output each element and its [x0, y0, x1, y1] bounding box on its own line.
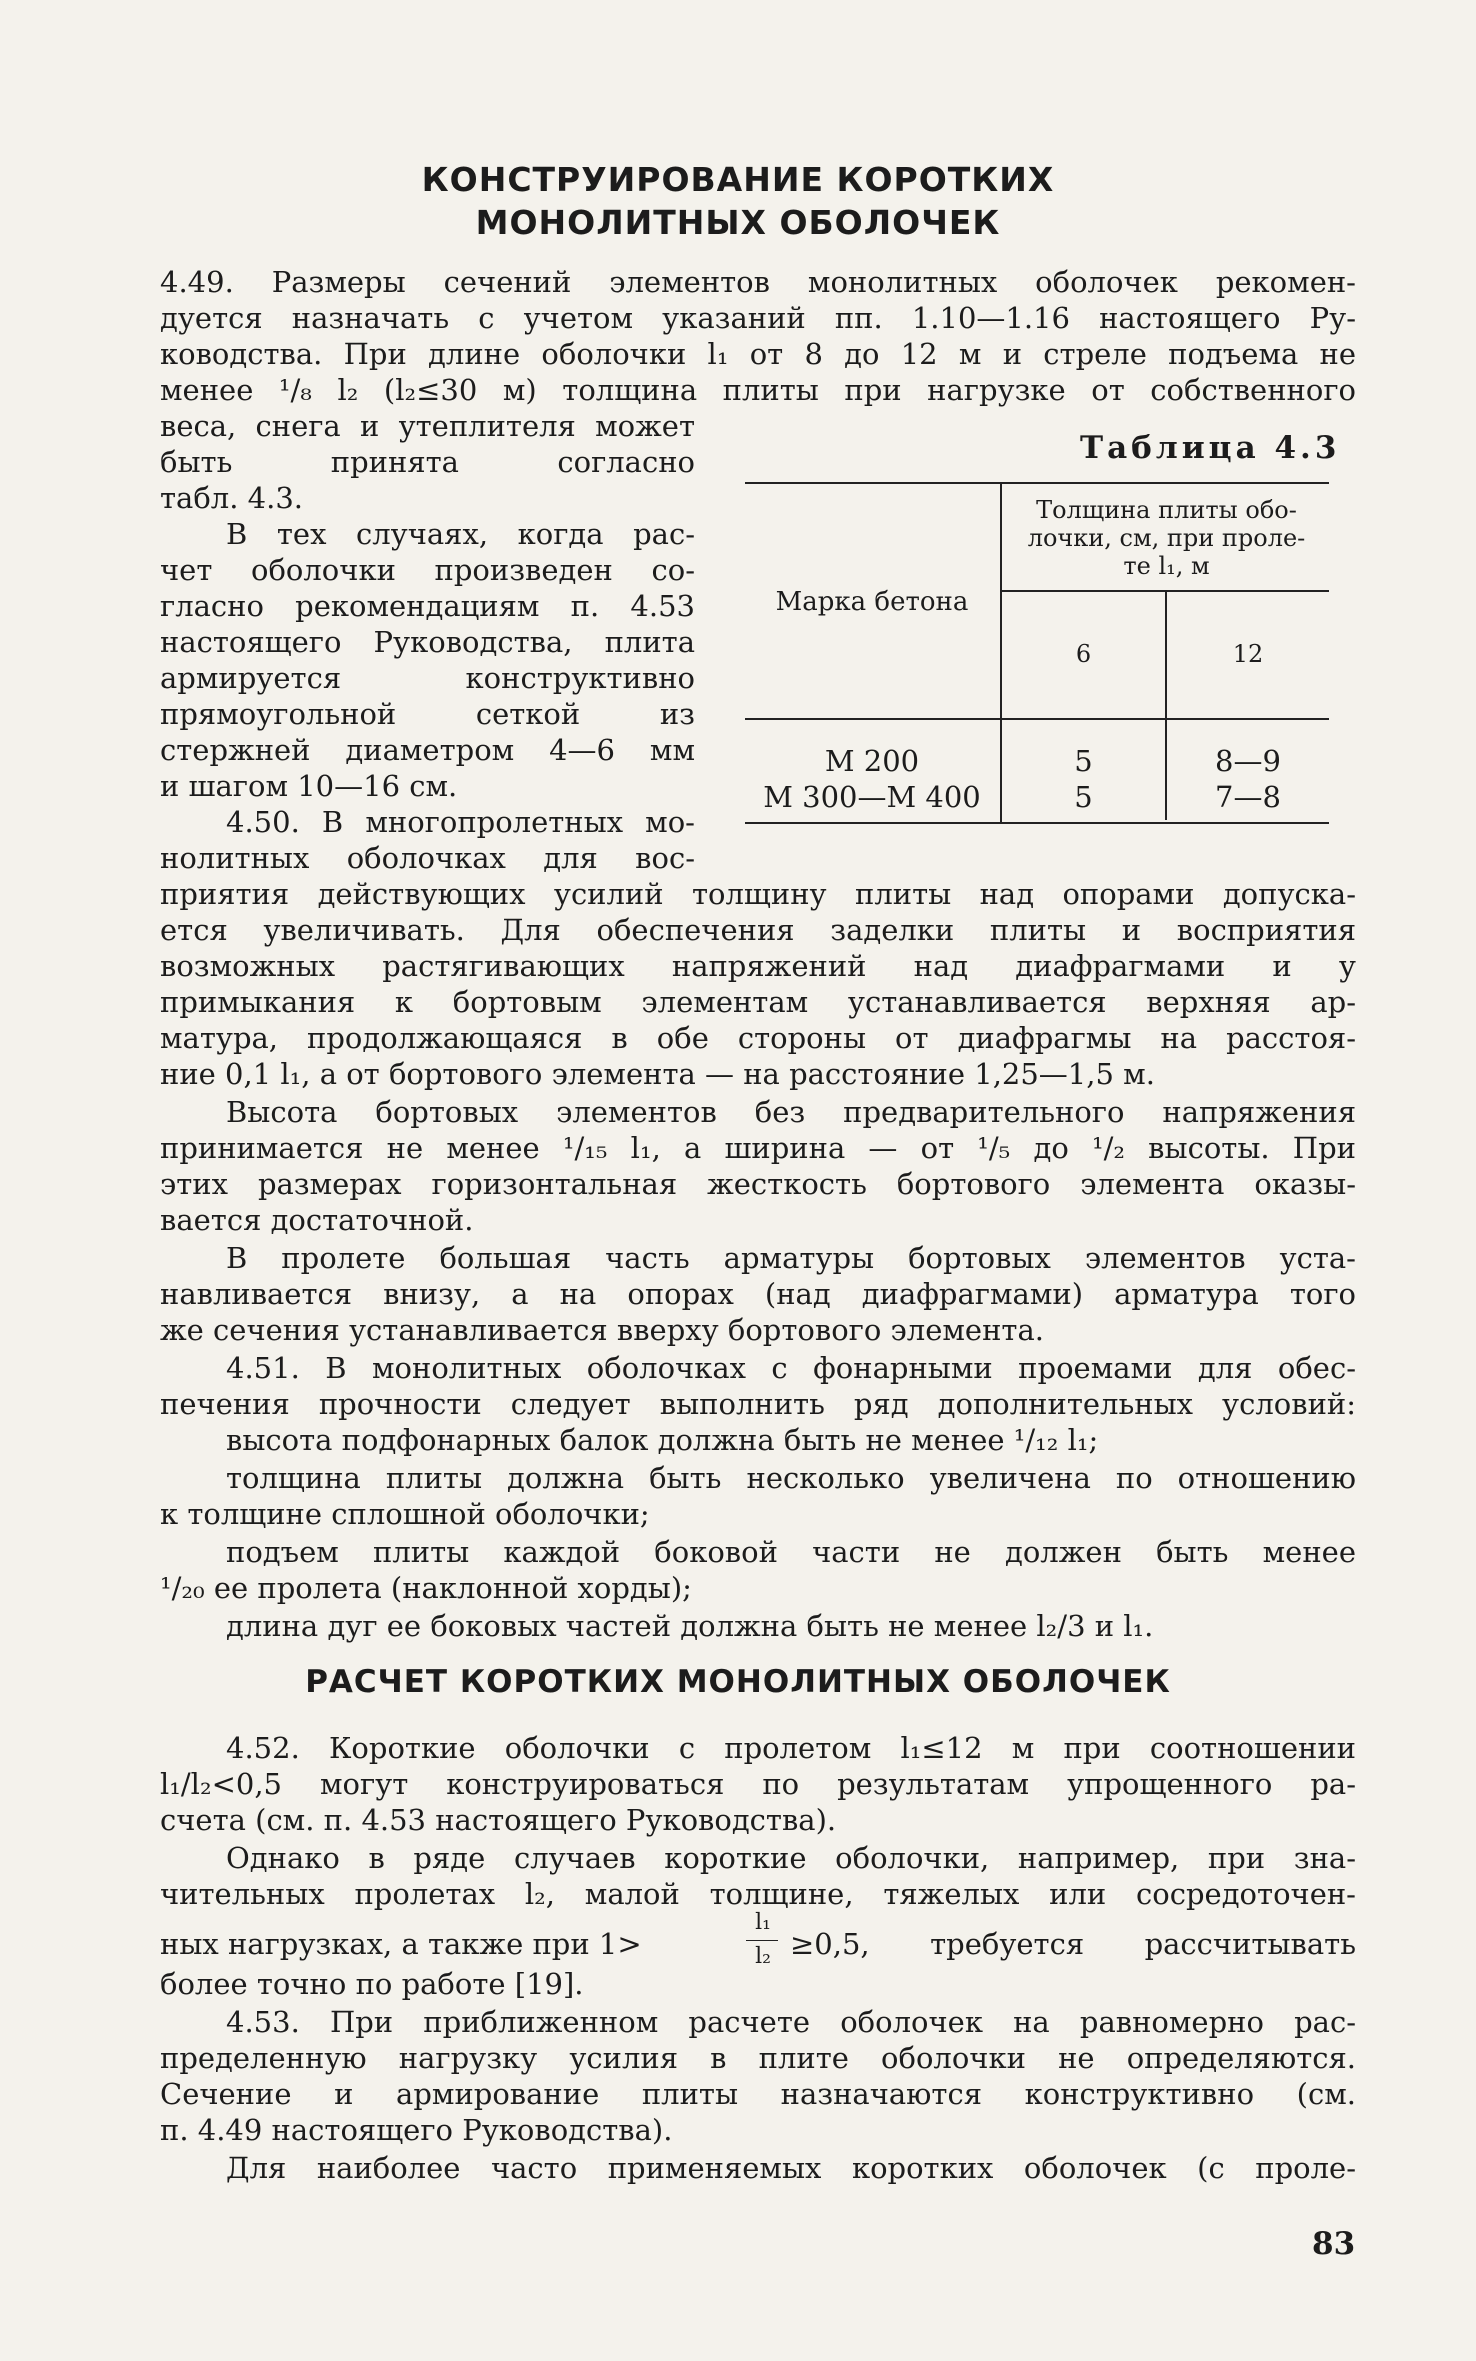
table-body-divider — [1000, 722, 1002, 822]
paragraph-line: табл. 4.3. — [160, 481, 303, 515]
section-heading-line1: КОНСТРУИРОВАНИЕ КОРОТКИХ — [421, 160, 1055, 199]
paragraph-line: стержней диаметром 4—6 мм — [160, 733, 695, 767]
paragraph-line: этих размерах горизонтальная жесткость бортового элемента оказы- — [160, 1167, 1356, 1201]
paragraph-line: Высота бортовых элементов без предварительного напряжения — [226, 1095, 1356, 1129]
paragraph-line: дуется назначать с учетом указаний пп. 1.10—1.16 настоящего Ру- — [160, 301, 1356, 335]
paragraph-line: примыкания к бортовым элементам устанавливается верхняя ар- — [160, 985, 1356, 1019]
paragraph-line: Для наиболее часто применяемых коротких оболочек (с проле- — [226, 2151, 1356, 2185]
paragraph-line: армируется конструктивно — [160, 661, 695, 695]
table-group-header: Толщина плиты обо- лочки, см, при проле- те l₁, м — [1027, 496, 1306, 580]
paragraph-line: печения прочности следует выполнить ряд дополнительных условий: — [160, 1387, 1356, 1421]
table-cell-value: 5 — [1074, 744, 1093, 778]
table-cell-value: 5 — [1074, 780, 1093, 814]
table-header-rule — [745, 718, 1329, 720]
paragraph-line: к толщине сплошной оболочки; — [160, 1497, 650, 1531]
paragraph-line: ¹/₂₀ ее пролета (наклонной хорды); — [160, 1571, 692, 1605]
section-heading: РАСЧЕТ КОРОТКИХ МОНОЛИТНЫХ ОБОЛОЧЕК — [305, 1664, 1171, 1700]
paragraph-line: 4.51. В монолитных оболочках с фонарными проемами для обес- — [226, 1351, 1356, 1385]
table-bottom-rule — [745, 822, 1329, 824]
paragraph-line: матура, продолжающаяся в обе стороны от диафрагмы на расстоя- — [160, 1021, 1356, 1055]
paragraph-line: В пролете большая часть арматуры бортовых элементов уста- — [226, 1241, 1356, 1275]
paragraph-line: гласно рекомендациям п. 4.53 — [160, 589, 695, 623]
page-number: 83 — [1312, 2226, 1356, 2262]
paragraph-line: ных нагрузках, а также при 1> — [160, 1927, 642, 1961]
paragraph-line: возможных растягивающих напряжений над диафрагмами и у — [160, 949, 1356, 983]
paragraph-line: чительных пролетах l₂, малой толщине, тяжелых или сосредоточен- — [160, 1877, 1356, 1911]
paragraph-line: чет оболочки произведен со- — [160, 553, 695, 587]
paragraph-line: 4.50. В многопролетных мо- — [226, 805, 695, 839]
paragraph-line: толщина плиты должна быть несколько увеличена по отношению — [226, 1461, 1356, 1495]
paragraph-line: 4.49. Размеры сечений элементов монолитных оболочек рекомен- — [160, 265, 1356, 299]
paragraph-line: навливается внизу, а на опорах (над диафрагмами) арматура того — [160, 1277, 1356, 1311]
paragraph-line: же сечения устанавливается вверху бортового элемента. — [160, 1313, 1044, 1347]
paragraph-line: В тех случаях, когда рас- — [226, 517, 695, 551]
table-subheader-6: 6 — [1075, 640, 1092, 668]
fraction-numerator: l₁ — [755, 1910, 771, 1935]
section-heading-line2: МОНОЛИТНЫХ ОБОЛОЧЕК — [475, 203, 1001, 242]
table-top-rule — [745, 482, 1329, 484]
paragraph-line: прямоугольной сеткой из — [160, 697, 695, 731]
paragraph-line: приятия действующих усилий толщину плиты над опорами допуска- — [160, 877, 1356, 911]
paragraph-line: Однако в ряде случаев короткие оболочки, например, при зна- — [226, 1841, 1356, 1875]
table-caption: Таблица 4.3 — [1080, 430, 1341, 466]
paragraph-line: ние 0,1 l₁, а от бортового элемента — на расстояние 1,25—1,5 м. — [160, 1057, 1155, 1091]
table-cell-grade: М 300—М 400 — [763, 780, 981, 814]
table-cell-value: 7—8 — [1215, 780, 1281, 814]
fraction-bar — [746, 1940, 778, 1941]
table-col-header: Марка бетона — [775, 587, 969, 617]
paragraph-line: 4.52. Короткие оболочки с пролетом l₁≤12 м при соотношении — [226, 1731, 1356, 1765]
paragraph-line: настоящего Руководства, плита — [160, 625, 695, 659]
paragraph-line: более точно по работе [19]. — [160, 1967, 584, 2001]
paragraph-line: 4.53. При приближенном расчете оболочек на равномерно рас- — [226, 2005, 1356, 2039]
table-cell-value: 8—9 — [1215, 744, 1281, 778]
paragraph-line: высота подфонарных балок должна быть не менее ¹/₁₂ l₁; — [226, 1423, 1099, 1457]
paragraph-line: ководства. При длине оболочки l₁ от 8 до 12 м и стреле подъема не — [160, 337, 1356, 371]
paragraph-line: ется увеличивать. Для обеспечения заделки плиты и восприятия — [160, 913, 1356, 947]
paragraph-line: длина дуг ее боковых частей должна быть не менее l₂/3 и l₁. — [226, 1609, 1154, 1643]
paragraph-line: и шагом 10—16 см. — [160, 769, 458, 803]
paragraph-line: п. 4.49 настоящего Руководства). — [160, 2113, 673, 2147]
table-cell-grade: М 200 — [824, 744, 920, 778]
fraction-denominator: l₂ — [755, 1944, 771, 1969]
paragraph-line: ≥0,5, требуется рассчитывать — [790, 1927, 1356, 1961]
paragraph-line: нолитных оболочках для вос- — [160, 841, 695, 875]
table-subheader-12: 12 — [1232, 640, 1264, 668]
paragraph-line: быть принята согласно — [160, 445, 695, 479]
paragraph-line: принимается не менее ¹/₁₅ l₁, а ширина — от ¹/₅ до ¹/₂ высоты. При — [160, 1131, 1356, 1165]
paragraph-line: счета (см. п. 4.53 настоящего Руководства). — [160, 1803, 837, 1837]
paragraph-line: менее ¹/₈ l₂ (l₂≤30 м) толщина плиты при нагрузке от собственного — [160, 373, 1356, 407]
paragraph-line: веса, снега и утеплителя может — [160, 409, 695, 443]
table-column-divider — [1000, 482, 1002, 722]
paragraph-line: вается достаточной. — [160, 1203, 474, 1237]
paragraph-line: l₁/l₂<0,5 могут конструироваться по результатам упрощенного ра- — [160, 1767, 1356, 1801]
paragraph-line: пределенную нагрузку усилия в плите оболочки не определяются. — [160, 2041, 1356, 2075]
paragraph-line: подъем плиты каждой боковой части не должен быть менее — [226, 1535, 1356, 1569]
paragraph-line: Сечение и армирование плиты назначаются конструктивно (см. — [160, 2077, 1356, 2111]
